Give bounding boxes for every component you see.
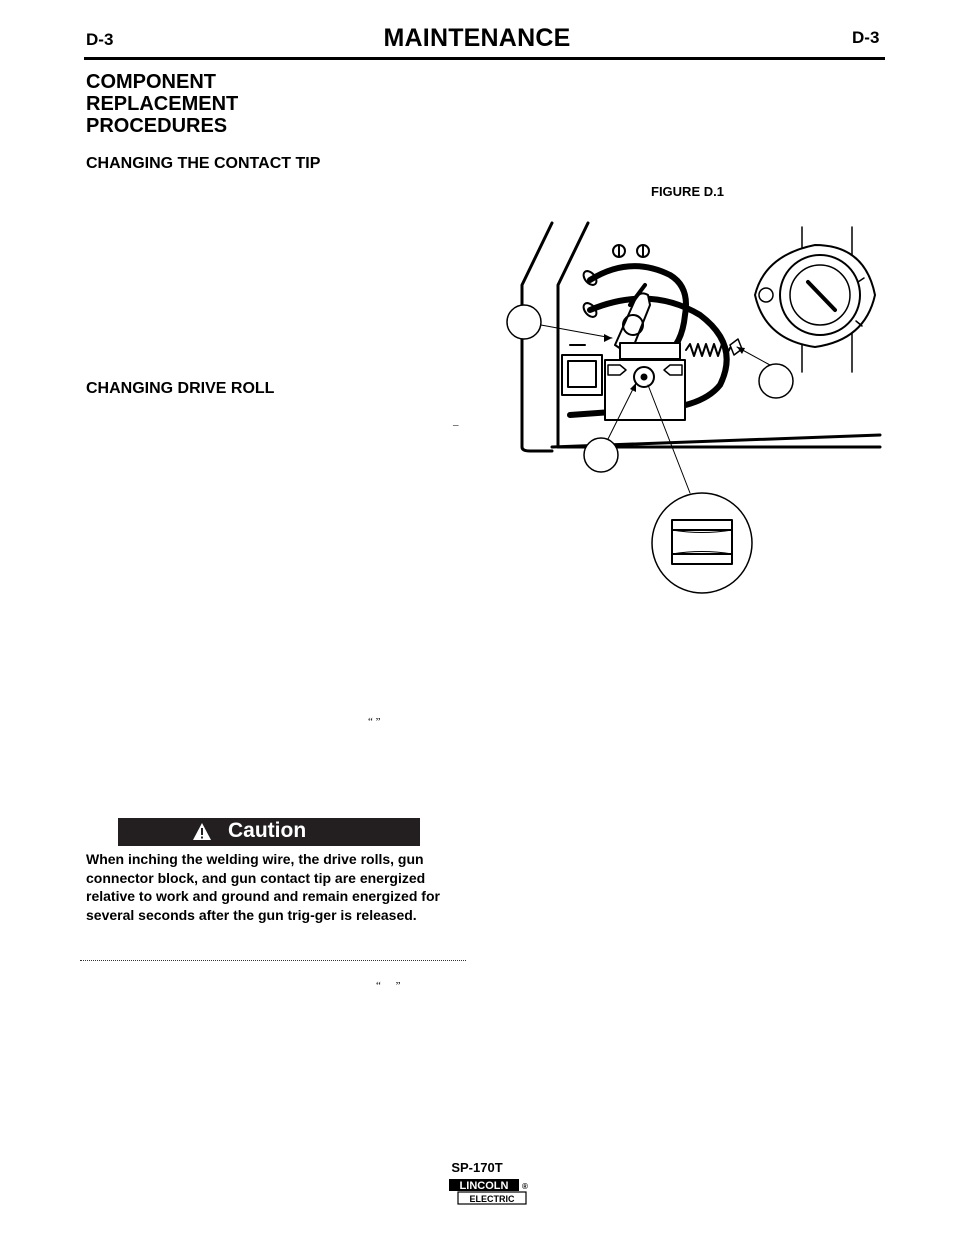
subheading-contact-tip: CHANGING THE CONTACT TIP [86,155,321,172]
section-title-line: REPLACEMENT [86,93,239,115]
logo-registered: ® [522,1182,528,1191]
figure-label: FIGURE D.1 [651,184,724,199]
stray-dash: – [453,419,459,431]
footer-model: SP-170T [451,1160,503,1175]
drive-roll-figure [490,215,890,600]
section-title-line: COMPONENT [86,71,216,93]
section-title [86,71,386,137]
page-number-left: D-3 [86,30,114,49]
subheading-drive-roll: CHANGING DRIVE ROLL [86,380,275,397]
header-rule [84,57,885,60]
page-title: MAINTENANCE [383,24,571,52]
section-title-line: PROCEDURES [86,115,228,137]
stray-quotes: “ ” [368,716,381,728]
lincoln-electric-logo [448,1178,528,1205]
page-number-right: D-3 [852,28,880,47]
caution-body: When inching the welding wire, the drive rolls, gun connector block, and gun contact tip are energized relative to work and ground and remain energized for several seconds after the gun trig-ger is released. [86,851,440,923]
caution-label: Caution [228,819,307,842]
stray-quotes: “ ” [376,980,407,992]
logo-text-bottom: ELECTRIC [469,1194,515,1204]
warning-triangle-icon [192,822,212,842]
dotted-divider [80,960,466,961]
logo-text-top: LINCOLN [459,1180,509,1192]
